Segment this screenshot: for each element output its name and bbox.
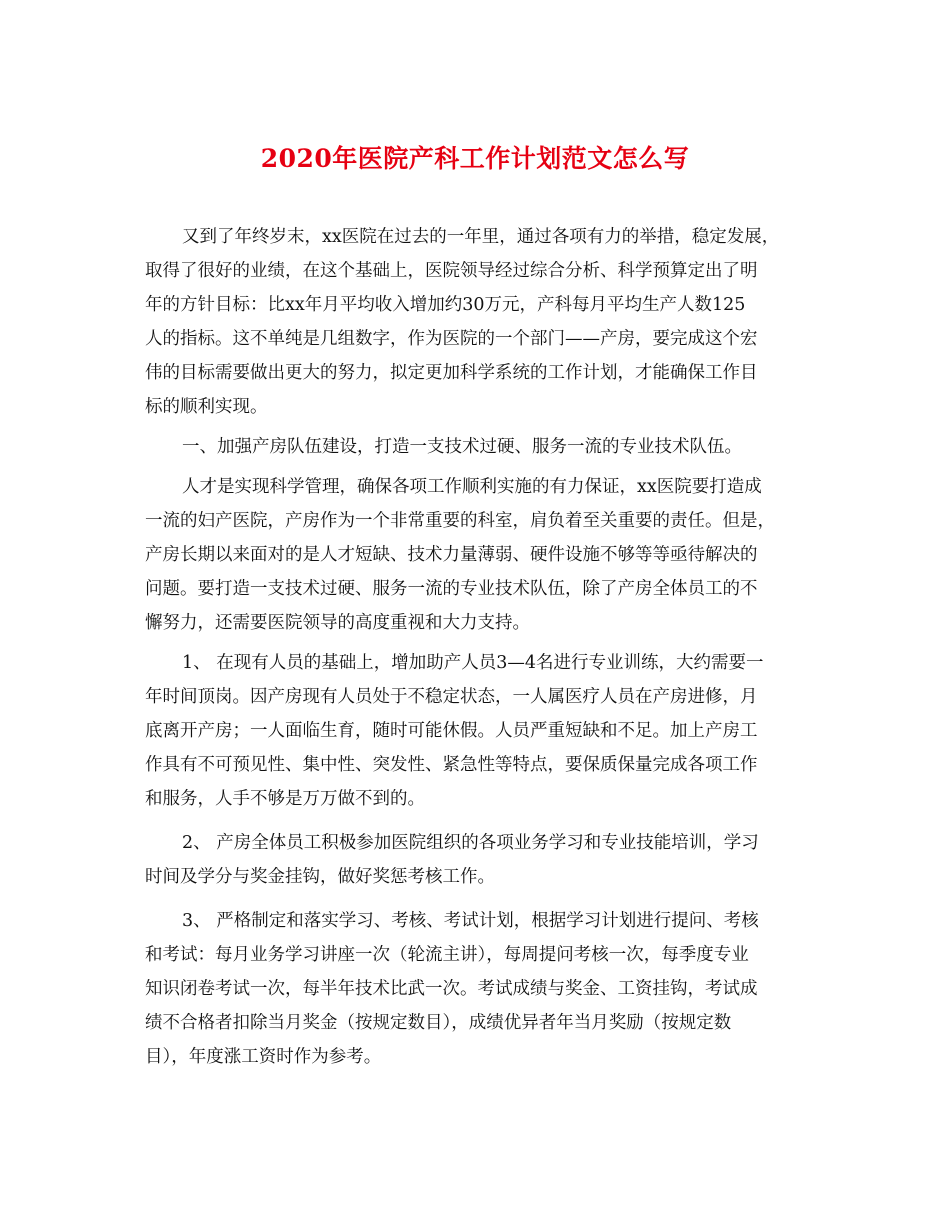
section-heading: 一、加强产房队伍建设，打造一支技术过硬、服务一流的专业技术队伍。: [182, 437, 742, 457]
paragraph-line: 和服务，人手不够是万万做不到的。: [145, 789, 425, 809]
paragraph-line: 标的顺利实现。: [145, 397, 268, 417]
paragraph-line: 一流的妇产医院，产房作为一个非常重要的科室，肩负着至关重要的责任。但是，: [145, 511, 775, 531]
paragraph-line: 底离开产房；一人面临生育，随时可能休假。人员严重短缺和不足。加上产房工: [145, 721, 758, 741]
list-item-1: 1、 在现有人员的基础上，增加助产人员3—4名进行专业训练，大约需要一: [182, 653, 764, 673]
paragraph-line: 产房长期以来面对的是人才短缺、技术力量薄弱、硬件设施不够等等亟待解决的: [145, 545, 758, 565]
paragraph-line: 懈努力，还需要医院领导的高度重视和大力支持。: [145, 613, 530, 633]
paragraph-line: 取得了很好的业绩，在这个基础上，医院领导经过综合分析、科学预算定出了明: [145, 261, 758, 281]
paragraph-line: 年的方针目标：比xx年月平均收入增加约30万元，产科每月平均生产人数125: [145, 295, 746, 315]
list-item-3: 3、 严格制定和落实学习、考核、考试计划，根据学习计划进行提问、考核: [182, 911, 759, 931]
paragraph-line: 时间及学分与奖金挂钩，做好奖惩考核工作。: [145, 867, 495, 887]
paragraph-line: 问题。要打造一支技术过硬、服务一流的专业技术队伍，除了产房全体员工的不: [145, 579, 758, 599]
paragraph-line: 伟的目标需要做出更大的努力，拟定更加科学系统的工作计划，才能确保工作目: [145, 363, 758, 383]
paragraph-line: 又到了年终岁末，xx医院在过去的一年里，通过各项有力的举措，稳定发展，: [182, 227, 780, 247]
paragraph-line: 知识闭卷考试一次，每半年技术比武一次。考试成绩与奖金、工资挂钩，考试成: [145, 979, 758, 999]
paragraph-line: 目），年度涨工资时作为参考。: [145, 1047, 382, 1067]
document-title: 2020年医院产科工作计划范文怎么写: [260, 144, 690, 173]
paragraph-line: 作具有不可预见性、集中性、突发性、紧急性等特点，要保质保量完成各项工作: [145, 755, 758, 775]
paragraph-line: 和考试：每月业务学习讲座一次（轮流主讲），每周提问考核一次，每季度专业: [145, 945, 749, 965]
paragraph-line: 年时间顶岗。因产房现有人员处于不稳定状态，一人属医疗人员在产房进修，月: [145, 687, 758, 707]
paragraph-line: 绩不合格者扣除当月奖金（按规定数目），成绩优异者年当月奖励（按规定数: [145, 1013, 732, 1033]
list-item-2: 2、 产房全体员工积极参加医院组织的各项业务学习和专业技能培训，学习: [182, 833, 759, 853]
paragraph-line: 人才是实现科学管理，确保各项工作顺利实施的有力保证，xx医院要打造成: [182, 477, 762, 497]
paragraph-line: 人的指标。这不单纯是几组数字，作为医院的一个部门——产房，要完成这个宏: [145, 329, 758, 349]
